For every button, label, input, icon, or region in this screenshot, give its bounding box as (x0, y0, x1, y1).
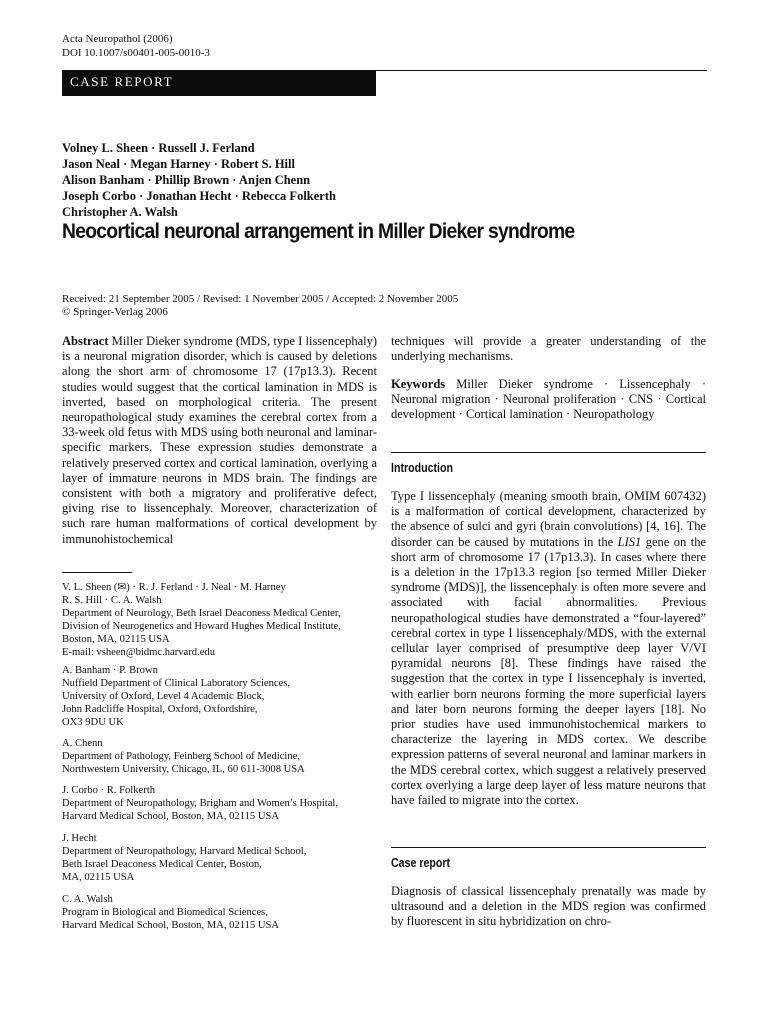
gene-name: LIS1 (617, 534, 642, 549)
affiliation-line: Boston, MA, 02115 USA (62, 634, 170, 645)
abstract-text: Miller Dieker syndrome (MDS, type I lissencephaly) is a neuronal migration disorder, which is caused by deletions along the short arm of chromosome 17 (17p13.3). Recent studies would suggest that the cortical lamination in MDS is inverted, based on morphological criteria. The present neuropathological study examines the cerebral cortex from a 33-week old fetus with MDS using both neuronal and laminar-specific markers. These expression studies demonstrate a relatively preserved cortex and cortical lamination, overlying a layer of immature neurons in MDS brain. The findings are consistent with both a migratory and proliferative defect, giving rise to lissencephaly. Moreover, characterization of such rare human malformations of cortical development by immunohistochemical (62, 334, 378, 546)
email-line[interactable]: E-mail: vsheen@bidmc.harvard.edu (62, 647, 216, 658)
affiliation-block (62, 664, 382, 729)
affiliation-line: Nuffield Department of Clinical Laboratory Sciences, (62, 678, 291, 689)
affiliation-line: Northwestern University, Chicago, IL, 60 611-3008 USA (62, 764, 305, 775)
affiliation-line: Department of Neuropathology, Brigham and Women’s Hospital, (62, 798, 338, 809)
affiliation-block (62, 832, 382, 884)
journal-citation (62, 32, 210, 60)
copyright: © Springer-Verlag 2006 (62, 306, 168, 318)
footnote-rule (62, 572, 132, 573)
author-list (62, 140, 336, 220)
article-type-banner (62, 70, 376, 96)
introduction-text (391, 489, 706, 808)
author-line: Volney L. Sheen · Russell J. Ferland (62, 141, 255, 155)
affiliation-line: Department of Neuropathology, Harvard Medical School, (62, 846, 307, 857)
affiliation-line: OX3 9DU UK (62, 717, 124, 728)
affiliation-line: V. L. Sheen (✉) · R. J. Ferland · J. Neal · M. Harney (62, 582, 286, 593)
affiliation-line: Harvard Medical School, Boston, MA, 02115 USA (62, 811, 280, 822)
affiliation-block (62, 893, 382, 932)
author-line: Christopher A. Walsh (62, 205, 178, 219)
affiliation-block (62, 581, 382, 659)
affiliation-line: University of Oxford, Level 4 Academic Block, (62, 691, 265, 702)
affiliation-line: Harvard Medical School, Boston, MA, 02115 USA (62, 920, 280, 931)
affiliation-line: Department of Pathology, Feinberg School of Medicine, (62, 751, 301, 762)
keywords (391, 377, 706, 423)
case-report-text: Diagnosis of classical lissencephaly prenatally was made by ultrasound and a deletion in the MDS region was confirmed by fluorescent in situ hybridization on chro- (391, 884, 706, 929)
case-report-heading: Case report (391, 856, 451, 870)
author-line: Joseph Corbo · Jonathan Hecht · Rebecca Folkerth (62, 189, 336, 203)
abstract (62, 334, 377, 547)
article-dates (62, 293, 458, 319)
section-rule (391, 847, 706, 848)
affiliation-line: Program in Biological and Biomedical Sciences, (62, 907, 268, 918)
affiliation-line: Department of Neurology, Beth Israel Deaconess Medical Center, (62, 608, 341, 619)
affiliation-line: A. Banham · P. Brown (62, 665, 158, 676)
affiliation-line: MA, 02115 USA (62, 872, 135, 883)
affiliation-line: Beth Israel Deaconess Medical Center, Boston, (62, 859, 262, 870)
affiliation-line: John Radcliffe Hospital, Oxford, Oxfordshire, (62, 704, 258, 715)
affiliation-line: J. Hecht (62, 833, 97, 844)
abstract-label: Abstract (62, 334, 109, 348)
journal-name: Acta Neuropathol (2006) (62, 33, 173, 45)
doi: DOI 10.1007/s00401-005-0010-3 (62, 47, 210, 59)
introduction-part: gene on the short arm of chromosome 17 (17p13.3). In cases where there is a deletion in the 17p13.3 region [so termed Miller Dieker syndrome (MDS)], the lissencephaly is often more severe and associated with facial abnormalities. Previous neuropathological studies have demonstrated a “four-layered” cerebral cortex in type I lissencephaly/MDS, with the external cellular layer comprised of presumptive deep layer V/VI pyramidal neurons [8]. These findings have raised the suggestion that the cortex in type I lissencephaly is inverted, with earlier born neurons forming the more superficial layers and later born neurons forming the deeper layers [18]. No prior studies have used immunohistochemical markers to characterize the layering in MDS cortex. We describe expression patterns of several neuronal and laminar markers in the MDS cerebral cortex, which suggest a relatively preserved cortex overlying a large deep layer of less mature neurons that have failed to migrate into the cortex. (391, 534, 707, 808)
affiliation-block (62, 784, 382, 823)
abstract-continued: techniques will provide a greater understanding of the underlying mechanisms. (391, 334, 706, 364)
author-line: Jason Neal · Megan Harney · Robert S. Hill (62, 157, 295, 171)
section-rule (391, 452, 706, 453)
introduction-part: Type I lissencephaly (meaning smooth brain, OMIM 607432) is a malformation of cortical development, characterized by the absence of sulci and gyri (brain convolutions) [4, 16]. The disorder can be caused by mutations in the (391, 489, 706, 549)
affiliation-line: C. A. Walsh (62, 894, 113, 905)
article-type-label: CASE REPORT (70, 74, 174, 89)
affiliation-line: A. Chenn (62, 738, 103, 749)
keywords-text: Miller Dieker syndrome · Lissencephaly · Neuronal migration · Neuronal proliferation · CNS · Cortical development · Cortical lamination · Neuropathology (391, 377, 706, 422)
introduction-heading: Introduction (391, 461, 453, 475)
affiliation-block (62, 737, 382, 776)
keywords-label: Keywords (391, 377, 446, 391)
affiliation-line: J. Corbo · R. Folkerth (62, 785, 155, 796)
affiliation-line: R. S. Hill · C. A. Walsh (62, 595, 162, 606)
history-dates: Received: 21 September 2005 / Revised: 1 November 2005 / Accepted: 2 November 2005 (62, 293, 459, 305)
article-title: Neocortical neuronal arrangement in Miller Dieker syndrome (62, 220, 575, 243)
author-line: Alison Banham · Phillip Brown · Anjen Chenn (62, 173, 311, 187)
affiliation-line: Division of Neurogenetics and Howard Hughes Medical Institute, (62, 621, 341, 632)
header-rule (376, 70, 707, 71)
